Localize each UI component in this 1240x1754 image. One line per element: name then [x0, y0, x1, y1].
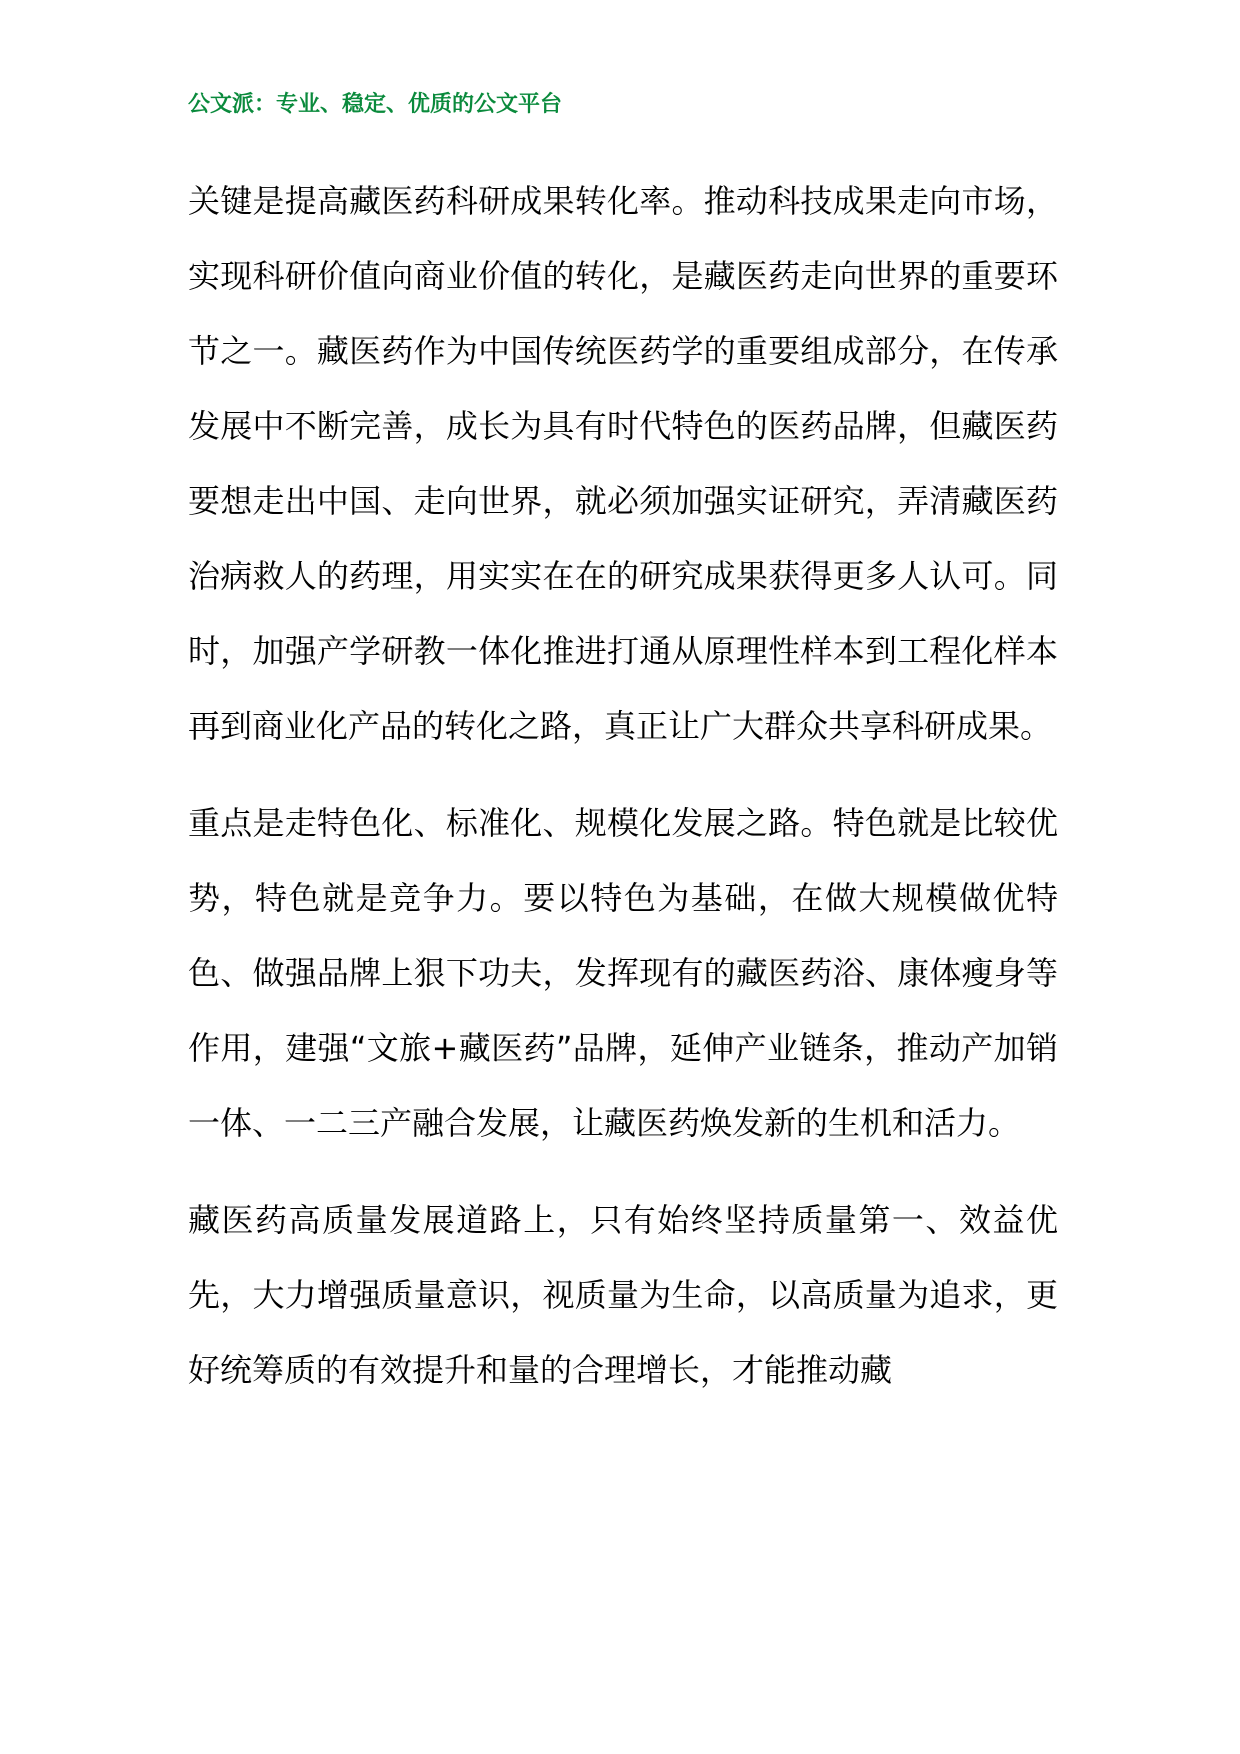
header-title: 公文派：专业、稳定、优质的公文平台	[188, 91, 563, 117]
paragraph-3: 藏医药高质量发展道路上，只有始终坚持质量第一、效益优先，大力增强质量意识，视质量为生命，以高质量为追求，更好统筹质的有效提升和量的合理增长，才能推动藏	[188, 1201, 1058, 1389]
paragraph-2: 重点是走特色化、标准化、规模化发展之路。特色就是比较优势，特色就是竞争力。要以特色为基础，在做大规模做优特色、做强品牌上狠下功夫，发挥现有的藏医药浴、康体瘦身等作用，建强“文旅+藏医药”品牌，延伸产业链条，推动产加销一体、一二三产融合发展，让藏医药焕发新的生机和活力。	[188, 804, 1058, 1142]
document-body	[188, 164, 1058, 1430]
paragraph-1: 关键是提高藏医药科研成果转化率。推动科技成果走向市场，实现科研价值向商业价值的转化，是藏医药走向世界的重要环节之一。藏医药作为中国传统医药学的重要组成部分，在传承发展中不断完善，成长为具有时代特色的医药品牌，但藏医药要想走出中国、走向世界，就必须加强实证研究，弄清藏医药治病救人的药理，用实实在在的研究成果获得更多人认可。同时，加强产学研教一体化推进打通从原理性样本到工程化样本再到商业化产品的转化之路，真正让广大群众共享科研成果。	[188, 182, 1058, 745]
